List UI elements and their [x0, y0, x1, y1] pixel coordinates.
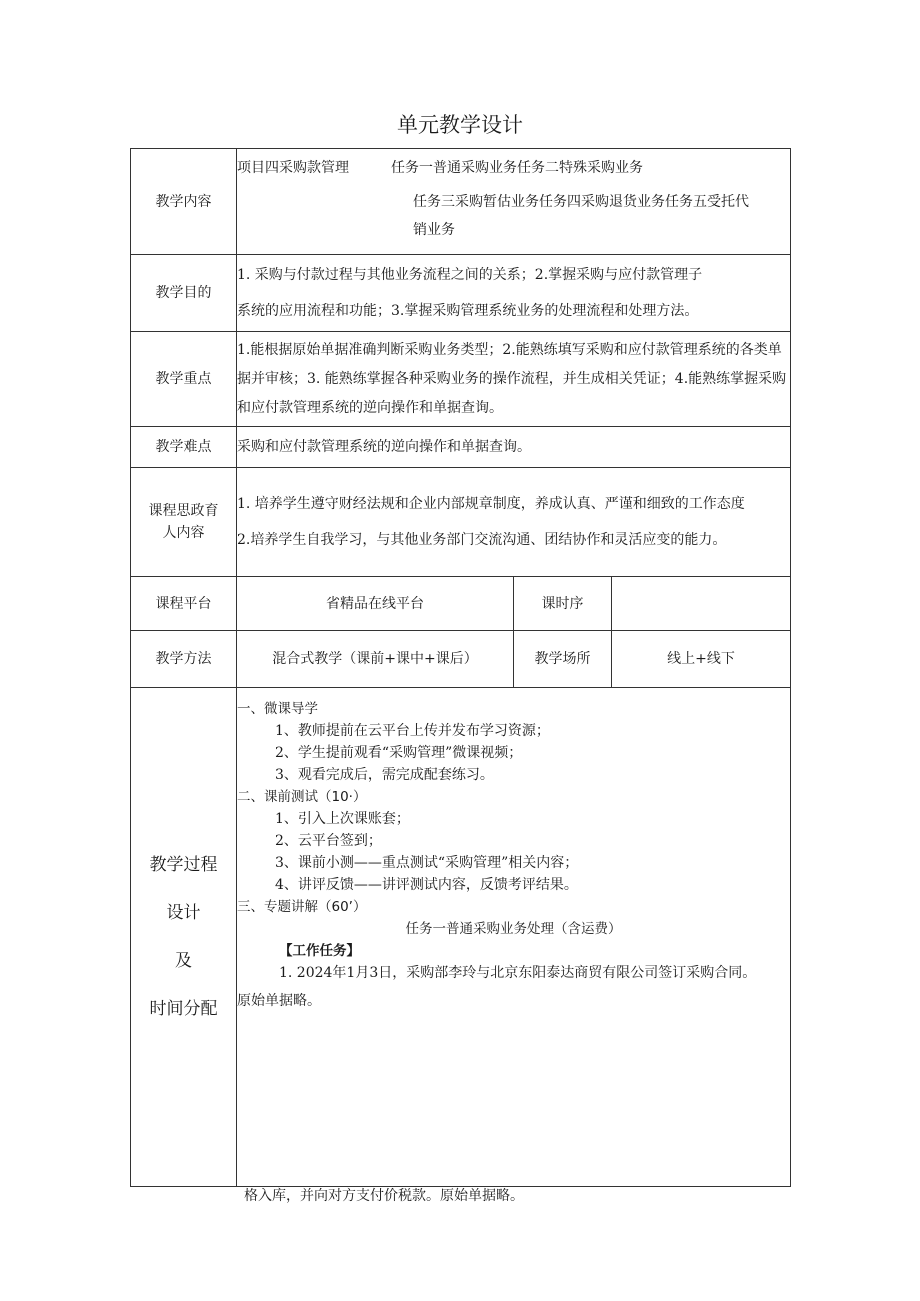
- section-heading: 三、专题讲解（60’）: [237, 899, 367, 915]
- label-process: [131, 688, 237, 1187]
- section-heading: 二、课前测试（10·）: [237, 789, 367, 805]
- task-line: 原始单据略。: [237, 993, 321, 1009]
- goal-line: 系统的应用流程和功能；3.掌握采购管理系统业务的处理流程和处理方法。: [237, 303, 699, 319]
- section-item: 3、课前小测——重点测试“采购管理”相关内容；: [275, 855, 579, 871]
- teaching-content-cell: [237, 149, 791, 255]
- process-label-line: 及: [175, 951, 192, 971]
- task-line: 1. 2024年1月3日，采购部李玲与北京东阳泰达商贸有限公司签订采购合同。: [279, 965, 757, 981]
- ideology-line: 2.培养学生自我学习，与其他业务部门交流沟通、团结协作和灵活应变的能力。: [237, 532, 727, 548]
- task-title: 任务一普通采购业务处理（含运费）: [405, 921, 622, 937]
- row-teaching-difficulty: [131, 427, 791, 468]
- ideology-line: 1. 培养学生遵守财经法规和企业内部规章制度，养成认真、严谨和细致的工作态度: [237, 496, 745, 512]
- row-ideology: [131, 468, 791, 577]
- ideology-cell: [237, 468, 791, 577]
- content-line: 销业务: [413, 222, 455, 238]
- platform-value: 省精品在线平台: [237, 577, 514, 631]
- design-table: [130, 148, 791, 1187]
- label-lesson-order: 课时序: [514, 577, 612, 631]
- method-value: 混合式教学（课前+课中+课后）: [237, 631, 514, 688]
- content-line: 任务三采购暂估业务任务四采购退货业务任务五受托代: [413, 194, 749, 210]
- section-item: 1、引入上次课账套；: [275, 811, 410, 827]
- work-task-tag: 【工作任务】: [279, 943, 360, 959]
- process-label-line: 教学过程: [149, 855, 218, 875]
- key-text: 1.能根据原始单据准确判断采购业务类型；2.能熟练填写采购和应付款管理系统的各类单据并审核；3. 能熟练掌握各种采购业务的操作流程，并生成相关凭证；4.能熟练掌握采购和应付款管理系统的逆向操作和单据查询。: [237, 341, 787, 416]
- row-process: [131, 688, 791, 1187]
- page-title: 单元教学设计: [397, 113, 523, 137]
- label-ideology: [131, 468, 237, 577]
- label-method: 教学方法: [131, 631, 237, 688]
- section-item: 2、学生提前观看“采购管理”微课视频；: [275, 745, 523, 761]
- section-heading: 一、微课导学: [237, 701, 318, 717]
- section-item: 1、教师提前在云平台上传并发布学习资源；: [275, 723, 550, 739]
- row-platform: [131, 577, 791, 631]
- ideology-label-line1: 课程思政育: [148, 503, 219, 519]
- difficulty-text: 采购和应付款管理系统的逆向操作和单据查询。: [237, 439, 531, 455]
- teaching-key-cell: [237, 332, 791, 427]
- process-label-line: 时间分配: [149, 999, 218, 1019]
- footer-text: 格入库，并向对方支付价税款。原始单据略。: [244, 1188, 524, 1204]
- section-item: 4、讲评反馈——讲评测试内容，反馈考评结果。: [275, 877, 578, 893]
- goal-line: 1. 采购与付款过程与其他业务流程之间的关系；2.掌握采购与应付款管理子: [237, 267, 703, 283]
- row-teaching-content: [131, 149, 791, 255]
- lesson-order-value: [612, 577, 791, 631]
- row-teaching-key: [131, 332, 791, 427]
- label-platform: 课程平台: [131, 577, 237, 631]
- content-line: 项目四采购款管理 任务一普通采购业务任务二特殊采购业务: [237, 160, 643, 176]
- row-method: [131, 631, 791, 688]
- section-item: 2、云平台签到；: [275, 833, 382, 849]
- label-teaching-content: 教学内容: [131, 149, 237, 255]
- row-teaching-goal: [131, 255, 791, 332]
- label-teaching-key: 教学重点: [131, 332, 237, 427]
- label-venue: 教学场所: [514, 631, 612, 688]
- process-cell: [237, 688, 791, 1187]
- ideology-label-line2: 人内容: [162, 525, 205, 541]
- teaching-difficulty-cell: [237, 427, 791, 468]
- teaching-goal-cell: [237, 255, 791, 332]
- label-teaching-goal: 教学目的: [131, 255, 237, 332]
- label-teaching-difficulty: 教学难点: [131, 427, 237, 468]
- section-item: 3、观看完成后，需完成配套练习。: [275, 767, 494, 783]
- venue-value: 线上+线下: [612, 631, 791, 688]
- process-label-line: 设计: [166, 903, 201, 923]
